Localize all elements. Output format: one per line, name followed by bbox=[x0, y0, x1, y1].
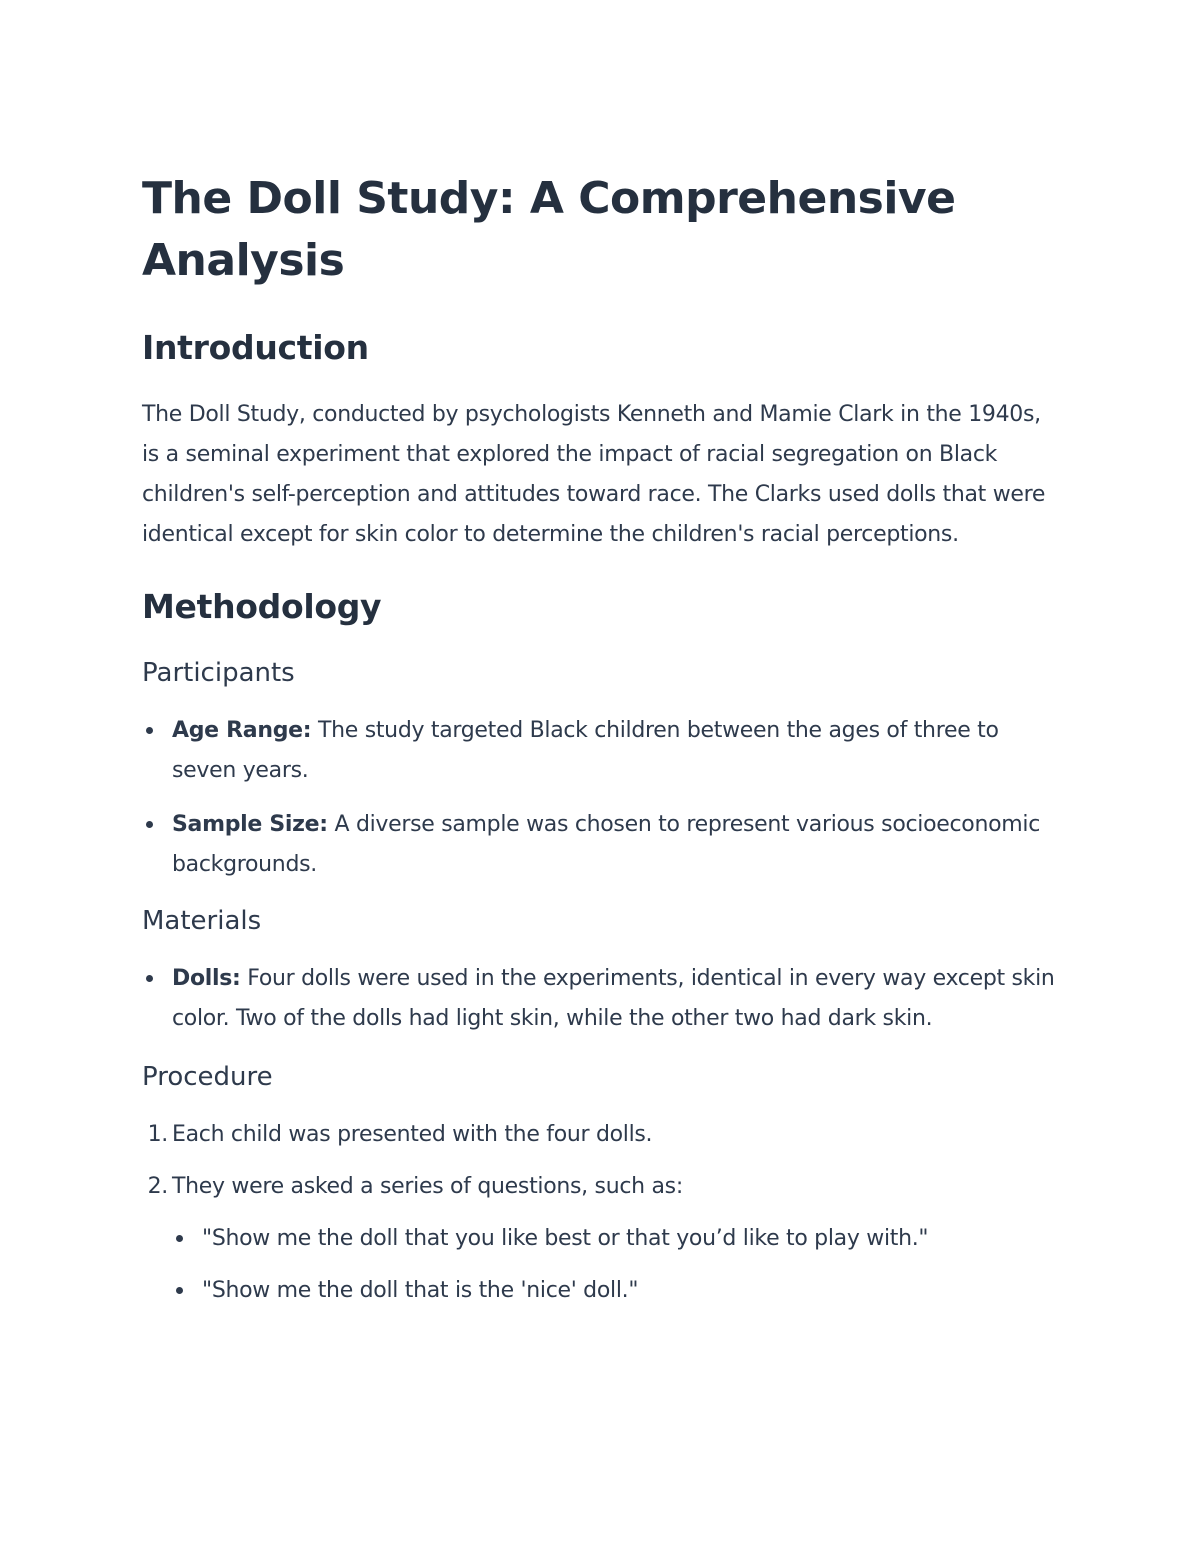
participants-heading: Participants bbox=[142, 658, 295, 688]
list-item bbox=[172, 1219, 1062, 1259]
bullet-icon bbox=[176, 1235, 183, 1242]
question-text: "Show me the doll that you like best or that you’d like to play with." bbox=[202, 1226, 929, 1251]
list-item bbox=[142, 1167, 1062, 1311]
step-text: They were asked a series of questions, such as: bbox=[172, 1174, 683, 1199]
question-text: "Show me the doll that is the 'nice' doll." bbox=[202, 1278, 639, 1303]
list-item bbox=[172, 1271, 1062, 1311]
list-item bbox=[142, 1115, 1062, 1155]
introduction-heading: Introduction bbox=[142, 328, 369, 367]
document-title: The Doll Study: A Comprehensive Analysis bbox=[142, 173, 956, 286]
materials-list bbox=[142, 959, 1062, 1039]
item-text: Four dolls were used in the experiments, identical in every way except skin color. Two of the dolls had light skin, while the other two had dark skin. bbox=[172, 966, 1055, 1031]
item-text: A diverse sample was chosen to represent various socioeconomic backgrounds. bbox=[172, 812, 1040, 877]
list-item bbox=[142, 805, 1062, 885]
materials-heading: Materials bbox=[142, 906, 262, 936]
step-number: 1. bbox=[147, 1122, 168, 1147]
bullet-icon bbox=[176, 1287, 183, 1294]
document-body bbox=[142, 168, 1062, 1323]
participants-list bbox=[142, 711, 1062, 885]
step-number: 2. bbox=[147, 1174, 168, 1199]
bullet-icon bbox=[146, 821, 153, 828]
list-item bbox=[142, 711, 1062, 791]
questions-list bbox=[172, 1219, 1062, 1311]
list-item bbox=[142, 959, 1062, 1039]
item-label: Dolls: bbox=[172, 966, 241, 991]
procedure-list bbox=[142, 1115, 1062, 1311]
item-text: The study targeted Black children between the ages of three to seven years. bbox=[172, 718, 999, 783]
procedure-heading: Procedure bbox=[142, 1062, 273, 1092]
bullet-icon bbox=[146, 727, 153, 734]
bullet-icon bbox=[146, 975, 153, 982]
item-label: Age Range: bbox=[172, 718, 312, 743]
introduction-paragraph: The Doll Study, conducted by psychologists Kenneth and Mamie Clark in the 1940s, is a seminal experiment that explored the impact of racial segregation on Black children's self-perception and attitudes toward race. The Clarks used dolls that were identical except for skin color to determine the children's racial perceptions. bbox=[142, 402, 1046, 547]
methodology-heading: Methodology bbox=[142, 587, 382, 626]
item-label: Sample Size: bbox=[172, 812, 328, 837]
step-text: Each child was presented with the four dolls. bbox=[172, 1122, 653, 1147]
